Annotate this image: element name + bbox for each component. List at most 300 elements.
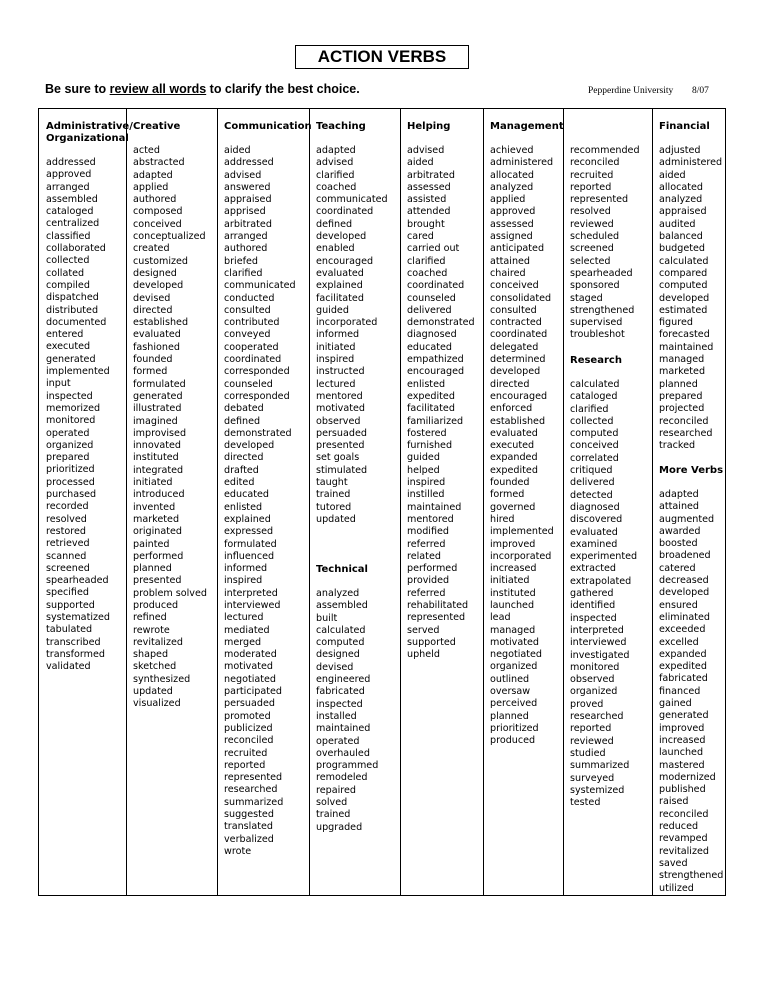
- verb-item: originated: [133, 526, 182, 538]
- verb-item: detected: [570, 489, 613, 501]
- verb-item: attained: [659, 501, 700, 513]
- verb-item: related: [407, 550, 441, 562]
- verb-item: classified: [46, 230, 91, 242]
- verb-item: projected: [659, 403, 705, 415]
- verb-item: adapted: [316, 145, 356, 156]
- verb-item: retrieved: [46, 538, 90, 550]
- verb-item: allocated: [659, 181, 703, 193]
- verb-item: coordinated: [490, 329, 548, 341]
- verb-item: resolved: [46, 513, 87, 525]
- verb-item: conveyed: [224, 329, 271, 341]
- verb-item: approved: [490, 206, 536, 218]
- verb-item: planned: [490, 710, 529, 722]
- verb-item: expedited: [490, 464, 538, 476]
- verb-item: familiarized: [407, 415, 464, 427]
- verb-item: sketched: [133, 661, 177, 673]
- verb-item: innovated: [133, 440, 182, 452]
- verb-item: programmed: [316, 760, 379, 772]
- verb-item: evaluated: [316, 267, 364, 279]
- instruction-underlined: review all words: [109, 82, 207, 96]
- verb-item: monitored: [46, 415, 96, 427]
- word-list-administrative: [46, 157, 110, 673]
- verb-item: scheduled: [570, 231, 620, 243]
- verb-item: catered: [659, 562, 696, 574]
- verb-item: determined: [490, 354, 546, 366]
- column-divider: [217, 109, 218, 895]
- verb-item: inspired: [224, 575, 263, 587]
- verb-item: summarized: [570, 760, 630, 772]
- verb-item: modified: [407, 526, 450, 538]
- verb-item: reported: [224, 759, 266, 771]
- verb-item: represented: [224, 772, 283, 784]
- verb-item: inspired: [407, 477, 446, 489]
- instruction-text: [45, 82, 360, 96]
- verb-item: negotiated: [490, 649, 543, 661]
- verb-item: financed: [659, 685, 701, 697]
- verb-item: contracted: [490, 317, 542, 329]
- date-label: 8/07: [692, 86, 709, 96]
- verb-item: clarified: [316, 169, 355, 181]
- verb-item: entered: [46, 329, 84, 341]
- verb-item: specified: [46, 587, 89, 599]
- verb-item: improvised: [133, 427, 187, 439]
- verb-item: devised: [133, 292, 171, 304]
- verb-item: fostered: [407, 427, 447, 439]
- verb-item: improved: [490, 538, 536, 550]
- verb-item: established: [490, 415, 546, 427]
- verb-item: reconciled: [659, 415, 709, 427]
- verb-item: briefed: [224, 255, 258, 267]
- verb-item: customized: [133, 255, 189, 267]
- verb-item: devised: [316, 661, 354, 673]
- verb-item: merged: [224, 636, 262, 648]
- verb-item: allocated: [490, 169, 534, 181]
- verb-item: communicated: [224, 280, 296, 292]
- verb-item: expressed: [224, 526, 274, 538]
- column-divider: [400, 109, 401, 895]
- verb-item: assembled: [46, 193, 98, 205]
- verb-item: operated: [46, 427, 90, 439]
- verb-item: restored: [46, 525, 86, 537]
- verb-item: arranged: [224, 231, 268, 243]
- verb-item: anticipated: [490, 243, 545, 255]
- verb-item: awarded: [659, 525, 701, 537]
- verb-item: computed: [570, 428, 619, 440]
- verb-item: drafted: [224, 464, 259, 476]
- verb-item: educated: [224, 489, 269, 501]
- verb-item: instituted: [490, 587, 536, 599]
- verb-item: delegated: [490, 341, 539, 353]
- verb-item: administered: [659, 157, 723, 169]
- verb-item: shaped: [133, 649, 169, 661]
- verb-item: established: [133, 317, 189, 329]
- verb-item: cataloged: [570, 391, 618, 403]
- column-divider: [563, 109, 564, 895]
- verb-item: budgeted: [659, 243, 706, 255]
- verb-item: arbitrated: [407, 169, 455, 181]
- word-list-management: [490, 145, 554, 748]
- verb-item: analyzed: [659, 194, 703, 206]
- verb-item: applied: [133, 181, 169, 193]
- verb-item: suggested: [224, 809, 274, 821]
- verb-item: developed: [490, 366, 541, 378]
- verb-item: expedited: [407, 390, 455, 402]
- verb-item: supported: [46, 599, 95, 611]
- verb-item: evaluated: [490, 427, 538, 439]
- verb-item: correlated: [570, 452, 619, 464]
- verb-item: authored: [133, 194, 177, 206]
- verb-item: analyzed: [316, 588, 360, 599]
- verb-item: collaborated: [46, 243, 106, 255]
- verb-item: formulated: [133, 378, 186, 390]
- heading-creative: Creative: [133, 121, 181, 132]
- verb-item: broadened: [659, 550, 711, 562]
- page-title: ACTION VERBS: [295, 45, 469, 69]
- verb-item: coordinated: [316, 206, 374, 218]
- verb-item: moderated: [224, 649, 277, 661]
- verb-item: surveyed: [570, 772, 615, 784]
- verb-item: advised: [316, 157, 354, 169]
- verb-item: adjusted: [659, 145, 701, 156]
- verb-item: recommended: [570, 145, 640, 156]
- verb-item: prioritized: [46, 464, 95, 476]
- verb-item: stimulated: [316, 464, 368, 476]
- verb-item: enlisted: [224, 501, 263, 513]
- verb-item: produced: [133, 599, 179, 611]
- verb-item: strengthened: [659, 870, 724, 882]
- verb-item: defined: [316, 218, 353, 230]
- word-list-more-verbs: [659, 489, 723, 895]
- verb-item: trained: [316, 489, 351, 501]
- verb-item: debated: [224, 403, 264, 415]
- heading-administrative-line1: Administrative/: [46, 121, 133, 132]
- verb-item: managed: [659, 354, 705, 366]
- verbs-table: [38, 108, 726, 896]
- verb-item: corresponded: [224, 366, 290, 378]
- verb-item: selected: [570, 255, 611, 267]
- verb-item: problem solved: [133, 587, 207, 599]
- verb-item: presented: [316, 440, 365, 452]
- verb-item: provided: [407, 575, 450, 587]
- verb-item: advised: [407, 145, 445, 156]
- verb-item: conceived: [570, 440, 619, 452]
- verb-item: developed: [659, 292, 710, 304]
- verb-item: purchased: [46, 489, 97, 501]
- verb-item: input: [46, 378, 71, 390]
- verb-item: audited: [659, 218, 696, 230]
- verb-item: chaired: [490, 267, 526, 279]
- column-divider: [126, 109, 127, 895]
- verb-item: operated: [316, 735, 360, 747]
- verb-item: planned: [659, 378, 698, 390]
- verb-item: consulted: [224, 304, 271, 316]
- verb-item: expedited: [659, 661, 707, 673]
- verb-item: computed: [659, 280, 708, 292]
- verb-item: reported: [570, 181, 612, 193]
- verb-item: delivered: [570, 477, 615, 489]
- verb-item: modernized: [659, 771, 716, 783]
- verb-item: persuaded: [224, 698, 275, 710]
- verb-item: translated: [224, 821, 273, 833]
- verb-item: evaluated: [570, 526, 618, 538]
- verb-item: motivated: [224, 661, 273, 673]
- heading-teaching: Teaching: [316, 121, 366, 132]
- verb-item: interpreted: [224, 587, 278, 599]
- verb-item: diagnosed: [407, 329, 457, 341]
- verb-item: corresponded: [224, 390, 290, 402]
- instruction-after: to clarify the best choice: [206, 82, 357, 96]
- verb-item: enforced: [490, 403, 533, 415]
- verb-item: reconciled: [224, 735, 274, 747]
- verb-item: participated: [224, 686, 283, 698]
- instruction-period: .: [356, 82, 360, 96]
- verb-item: maintained: [316, 723, 371, 735]
- verb-item: recruited: [224, 747, 268, 759]
- verb-item: facilitated: [407, 403, 455, 415]
- verb-item: organized: [570, 686, 618, 698]
- verb-item: clarified: [570, 403, 609, 415]
- verb-item: spearheaded: [46, 575, 109, 587]
- column-divider: [309, 109, 310, 895]
- verb-item: directed: [133, 304, 173, 316]
- verb-item: centralized: [46, 218, 100, 230]
- verb-item: recruited: [570, 169, 614, 181]
- verb-item: aided: [407, 157, 434, 169]
- verb-item: collated: [46, 267, 85, 279]
- verb-item: calculated: [570, 379, 620, 390]
- verb-item: conceived: [490, 280, 539, 292]
- verb-item: mediated: [224, 624, 270, 636]
- verb-item: built: [316, 612, 338, 624]
- verb-item: trained: [316, 809, 351, 821]
- word-list-communication: [224, 145, 296, 858]
- verb-item: arranged: [46, 181, 90, 193]
- verb-item: addressed: [224, 157, 274, 169]
- verb-item: founded: [133, 354, 173, 366]
- verb-item: marketed: [659, 366, 706, 378]
- verb-item: administered: [490, 157, 554, 169]
- verb-item: arbitrated: [224, 218, 272, 230]
- verb-item: incorporated: [490, 550, 552, 562]
- verb-item: wrote: [224, 845, 252, 857]
- verb-item: launched: [490, 599, 535, 611]
- verb-item: collected: [46, 255, 90, 267]
- verb-item: processed: [46, 476, 95, 488]
- verb-item: tracked: [659, 440, 696, 452]
- verb-item: inspired: [316, 354, 355, 366]
- verb-item: extrapolated: [570, 575, 632, 587]
- verb-item: strengthened: [570, 304, 635, 316]
- verb-item: mentored: [316, 390, 363, 402]
- verb-item: resolved: [570, 206, 611, 218]
- word-list-helping: [407, 145, 475, 661]
- verb-item: attended: [407, 206, 451, 218]
- verb-item: integrated: [133, 464, 184, 476]
- verb-item: performed: [133, 550, 184, 562]
- verb-item: staged: [570, 292, 603, 304]
- verb-item: developed: [316, 231, 367, 243]
- heading-technical: Technical: [316, 564, 368, 575]
- verb-item: identified: [570, 600, 616, 612]
- verb-item: illustrated: [133, 403, 182, 415]
- verb-item: publicized: [224, 722, 273, 734]
- verb-item: tutored: [316, 501, 352, 513]
- verb-item: rehabilitated: [407, 599, 469, 611]
- verb-item: evaluated: [133, 329, 181, 341]
- verb-item: painted: [133, 538, 170, 550]
- verb-item: refined: [133, 612, 167, 624]
- verb-item: educated: [407, 341, 452, 353]
- verb-item: reduced: [659, 821, 699, 833]
- verb-item: screened: [570, 243, 614, 255]
- verb-item: served: [407, 624, 440, 636]
- verb-item: upheld: [407, 649, 440, 661]
- verb-item: clarified: [224, 267, 263, 279]
- verb-item: interpreted: [570, 624, 624, 636]
- verb-item: remodeled: [316, 772, 368, 784]
- verb-item: memorized: [46, 402, 101, 414]
- heading-communication: Communication: [224, 121, 312, 132]
- heading-research: Research: [570, 355, 622, 366]
- verb-item: calculated: [316, 624, 366, 636]
- verb-item: summarized: [224, 796, 284, 808]
- verb-item: mastered: [659, 759, 705, 771]
- verb-item: facilitated: [316, 292, 364, 304]
- verb-item: synthesized: [133, 673, 191, 685]
- verb-item: transformed: [46, 648, 106, 660]
- verb-item: documented: [46, 316, 107, 328]
- verb-item: taught: [316, 477, 348, 489]
- verb-item: demonstrated: [224, 427, 292, 439]
- verb-item: raised: [659, 796, 689, 808]
- verb-item: initiated: [490, 575, 530, 587]
- verb-item: maintained: [407, 501, 462, 513]
- verb-item: initiated: [133, 477, 173, 489]
- verb-item: estimated: [659, 304, 708, 316]
- verb-item: explained: [224, 513, 271, 525]
- verb-item: launched: [659, 747, 704, 759]
- verb-item: instructed: [316, 366, 365, 378]
- verb-item: interviewed: [570, 637, 627, 649]
- verb-item: fashioned: [133, 341, 180, 353]
- verb-item: implemented: [490, 526, 554, 538]
- verb-item: developed: [133, 280, 184, 292]
- heading-more-verbs: More Verbs: [659, 465, 724, 476]
- verb-item: presented: [133, 575, 182, 587]
- verb-item: tabulated: [46, 624, 93, 636]
- verb-item: verbalized: [224, 833, 274, 845]
- word-list-teaching: [316, 145, 388, 526]
- verb-item: instilled: [407, 489, 445, 501]
- verb-item: extracted: [570, 563, 617, 575]
- heading-administrative-line2: Organizational: [46, 133, 129, 144]
- verb-item: improved: [659, 722, 705, 734]
- verb-item: computed: [316, 637, 365, 649]
- verb-item: compiled: [46, 279, 90, 291]
- verb-item: developed: [659, 587, 710, 599]
- verb-item: designed: [316, 649, 360, 661]
- verb-item: advised: [224, 169, 262, 181]
- heading-management: Management: [490, 121, 564, 132]
- verb-item: visualized: [133, 698, 181, 710]
- verb-item: fabricated: [659, 673, 708, 685]
- verb-item: motivated: [490, 636, 539, 648]
- verb-item: contributed: [224, 317, 280, 329]
- verb-item: delivered: [407, 304, 452, 316]
- verb-item: supervised: [570, 317, 623, 329]
- verb-item: lectured: [224, 612, 264, 624]
- verb-item: explained: [316, 280, 363, 292]
- verb-item: exceeded: [659, 624, 706, 636]
- verb-item: lead: [490, 612, 511, 624]
- column-divider: [652, 109, 653, 895]
- verb-item: diagnosed: [570, 501, 620, 513]
- verb-item: acted: [133, 145, 160, 156]
- verb-item: marketed: [133, 513, 180, 525]
- verb-item: lectured: [316, 378, 356, 390]
- verb-item: published: [659, 784, 706, 796]
- verb-item: created: [133, 243, 170, 255]
- verb-item: formulated: [224, 538, 277, 550]
- verb-item: cataloged: [46, 206, 94, 218]
- verb-item: enabled: [316, 243, 355, 255]
- verb-item: balanced: [659, 231, 703, 243]
- verb-item: studied: [570, 747, 606, 759]
- verb-item: informed: [224, 563, 268, 575]
- verb-item: edited: [224, 477, 255, 489]
- verb-item: generated: [46, 353, 96, 365]
- verb-item: directed: [224, 452, 264, 464]
- verb-item: forecasted: [659, 329, 710, 341]
- verb-item: imagined: [133, 415, 178, 427]
- verb-item: composed: [133, 206, 183, 218]
- verb-item: counseled: [224, 378, 273, 390]
- verb-item: counseled: [407, 292, 456, 304]
- verb-item: apprised: [224, 206, 266, 218]
- verb-item: attained: [490, 255, 531, 267]
- heading-helping: Helping: [407, 121, 451, 132]
- verb-item: hired: [490, 513, 515, 525]
- verb-item: informed: [316, 329, 360, 341]
- verb-item: examined: [570, 538, 618, 550]
- verb-item: researched: [659, 427, 713, 439]
- verb-item: inspected: [316, 698, 363, 710]
- verb-item: transcribed: [46, 636, 101, 648]
- verb-item: sponsored: [570, 280, 620, 292]
- verb-item: ensured: [659, 599, 698, 611]
- verb-item: assessed: [490, 218, 534, 230]
- verb-item: perceived: [490, 698, 538, 710]
- verb-item: inspected: [570, 612, 617, 624]
- verb-item: increased: [490, 563, 537, 575]
- verb-item: coached: [407, 267, 448, 279]
- verb-item: updated: [133, 686, 173, 698]
- verb-item: referred: [407, 538, 446, 550]
- verb-item: authored: [224, 243, 268, 255]
- verb-item: observed: [316, 415, 361, 427]
- verb-item: prioritized: [490, 722, 539, 734]
- verb-item: discovered: [570, 514, 623, 526]
- verb-item: organized: [490, 661, 538, 673]
- verb-item: persuaded: [316, 427, 367, 439]
- verb-item: appraised: [224, 194, 272, 206]
- verb-item: cooperated: [224, 341, 279, 353]
- verb-item: governed: [490, 501, 536, 513]
- verb-item: consulted: [490, 304, 537, 316]
- verb-item: researched: [224, 784, 278, 796]
- verb-item: maintained: [659, 341, 714, 353]
- verb-item: negotiated: [224, 673, 277, 685]
